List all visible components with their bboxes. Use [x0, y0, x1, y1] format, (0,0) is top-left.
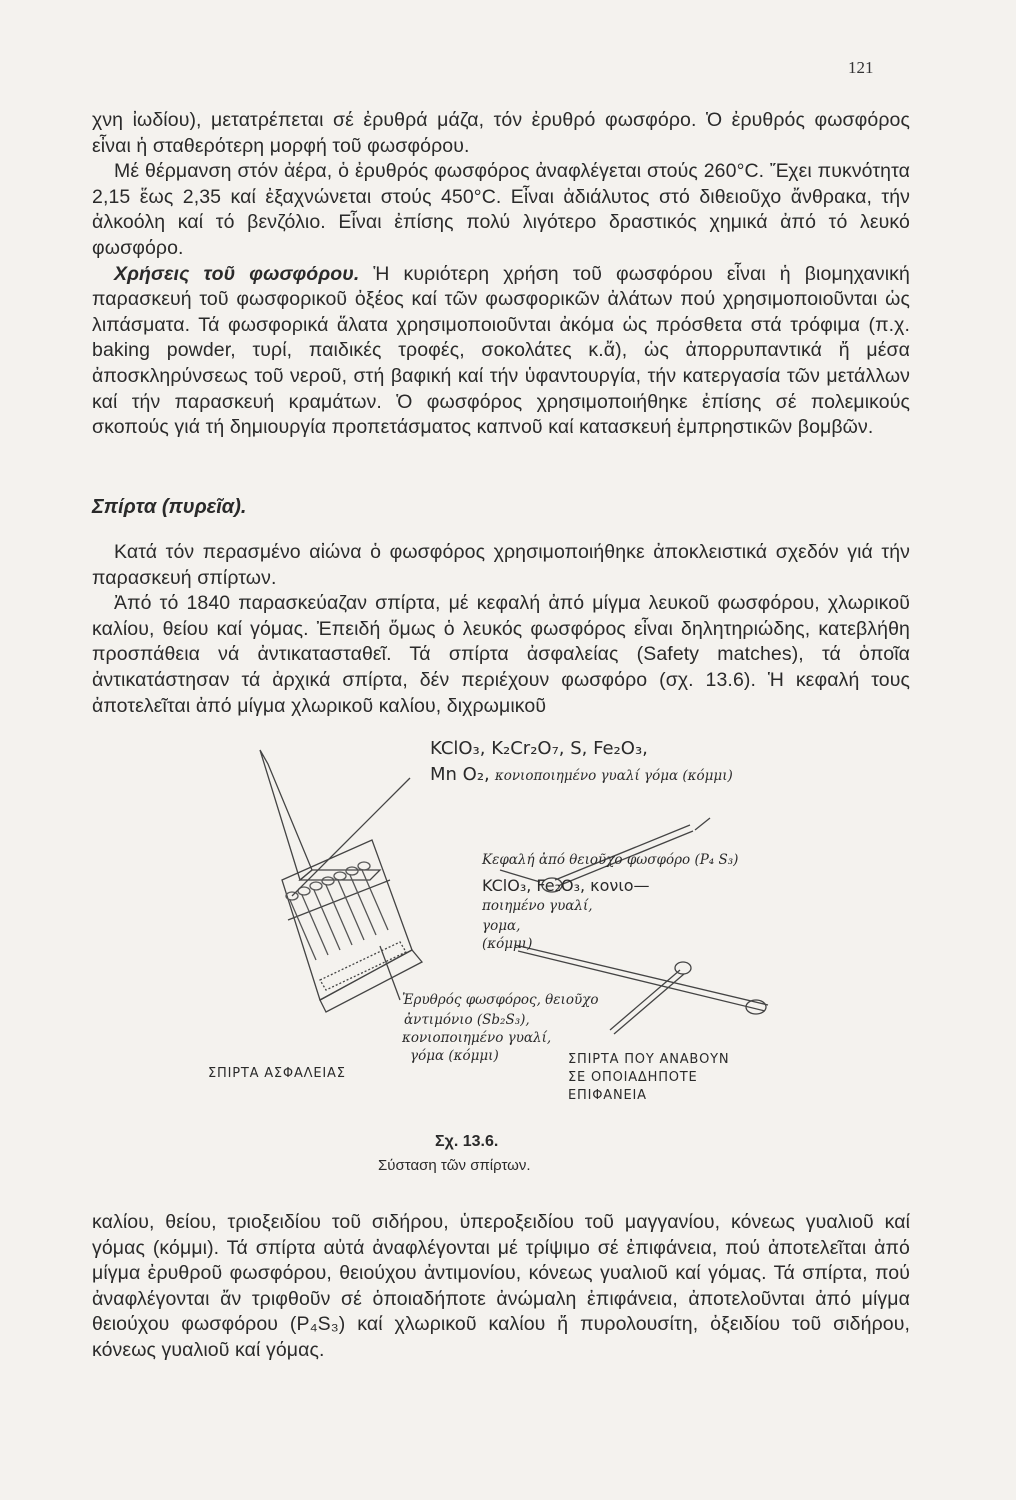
paragraph-1840: Ἀπό τό 1840 παρασκεύαζαν σπίρτα, μέ κεφαλή ἀπό μίγμα λευκοῦ φωσφόρου, χλωρικοῦ καλίου, θείου καί γόμας. Ἐπειδή ὅμως ὁ λευκός φωσφόρος εἶναι δηλητηριώδης, κατεβλήθη προσπάθεια νά ἀντικατασταθεῖ. Τά σπίρτα ἀσφαλείας (Safety matches), τά ὁποῖα ἀντικατάστησαν τά ἀρχικά σπίρτα, δέν περιέχουν φωσφόρο (σχ. 13.6). Ἡ κεφαλή τους ἀποτελεῖται ἀπό μίγμα χλωρικοῦ καλίου, διχρωμικοῦ	[92, 592, 910, 717]
strip-line4: γόμα (κόμμι)	[410, 1048, 499, 1064]
paragraph-red-phosphorus: χνη ἰωδίου), μετατρέπεται σέ ἐρυθρά μάζα, τόν ἐρυθρό φωσφόρο. Ὁ ἐρυθρός φωσφόρος εἶναι ἡ σταθερότερη μορφή τοῦ φωσφόρου.	[92, 109, 910, 157]
figure-matches	[150, 730, 770, 1180]
figure-caption-number: Σχ. 13.6.	[435, 1133, 499, 1150]
formula-line2-prefix: Mn O₂,	[430, 764, 490, 785]
strip-line3: κονιοποιημένο γυαλί,	[402, 1030, 552, 1046]
label-safety-matches: ΣΠΙΡΤΑ ΑΣΦΑΛΕΙΑΣ	[208, 1066, 346, 1081]
bottom-text	[92, 1210, 910, 1364]
label-any-surface-2: ΣΕ ΟΠΟΙΑΔΗΠΟΤΕ	[568, 1070, 698, 1085]
figure-caption-text: Σύσταση τῶν σπίρτων.	[378, 1157, 531, 1174]
page-number: 121	[848, 58, 874, 77]
head-line4: (κόμμι)	[482, 936, 533, 952]
matches-drawing	[150, 730, 770, 1180]
matchbook-cover	[260, 750, 312, 880]
head-line2: ποιημένο γυαλί,	[482, 898, 593, 914]
formula-line1: KClO₃, K₂Cr₂O₇, S, Fe₂O₃,	[430, 738, 648, 759]
paragraph-last-century: Κατά τόν περασμένο αἰώνα ὁ φωσφόρος χρησιμοποιήθηκε ἀποκλειστικά σχεδόν γιά τήν παρασκευή σπίρτων.	[92, 541, 910, 589]
matches-text	[92, 540, 910, 719]
paragraph-heating: Μέ θέρμανση στόν ἀέρα, ὁ ἐρυθρός φωσφόρος ἀναφλέγεται στούς 260°C. Ἔχει πυκνότητα 2,15 ἕως 2,35 καί ἐξαχνώνεται στούς 450°C. Εἶναι ἀδιάλυτος στό διθειοῦχο ἄνθρακα, τήν ἀλκοόλη καί τό βενζόλιο. Εἶναι ἐπίσης πολύ λιγότερο δραστικός χημικά ἀπό τό λευκό φωσφόρο.	[92, 160, 910, 259]
head-line3: γομα,	[482, 918, 521, 934]
strip-line2: ἀντιμόνιο (Sb₂S₃),	[404, 1012, 530, 1028]
uses-heading: Χρήσεις τοῦ φωσφόρου.	[114, 262, 360, 285]
formula-line2-note: κονιοποιημένο γυαλί γόμα (κόμμι)	[494, 768, 733, 784]
paragraph-bottom: καλίου, θείου, τριοξειδίου τοῦ σιδήρου, ὑπεροξειδίου τοῦ μαγγανίου, κόνεως γυαλιοῦ καί γόμας (κόμμι). Τά σπίρτα αὐτά ἀναφλέγονται μέ τρίψιμο σέ ἐπιφάνεια, πού ἀποτελεῖται ἀπό μίγμα ἐρυθροῦ φωσφόρου, θειούχου ἀντιμονίου, κόνεως γυαλιοῦ καί γόμας. Τά σπίρτα, πού ἀναφλέγονται ἄν τριφθοῦν σέ ὁποιαδήποτε ἀνώμαλη ἐπιφάνεια, ἀποτελοῦνται ἀπό μίγμα θειούχου φωσφόρου (P₄S₃) καί χλωρικοῦ καλίου ἤ πυρολουσίτη, ὀξειδίου τοῦ σιδήρου, κόνεως γυαλιοῦ καί γόμας.	[92, 1211, 910, 1361]
formula-line2	[430, 764, 733, 785]
paragraph-uses	[92, 262, 910, 441]
head-formula: KClO₃, Fe₂O₃, κονιο—	[482, 876, 650, 895]
matches-heading: Σπίρτα (πυρεῖα).	[92, 496, 247, 518]
top-text	[92, 108, 910, 441]
label-any-surface-1: ΣΠΙΡΤΑ ΠΟΥ ΑΝΑΒΟΥΝ	[568, 1052, 730, 1067]
head-label: Κεφαλή ἀπό θειοῦχο φωσφόρο (P₄ S₃)	[482, 852, 739, 868]
uses-text: Ἡ κυριότερη χρήση τοῦ φωσφόρου εἶναι ἡ βιομηχανική παρασκευή τοῦ φωσφορικοῦ ὀξέος καί τῶν φωσφορικῶν ἀλάτων πού χρησιμοποιοῦνται ὡς λιπάσματα. Τά φωσφορικά ἅλατα χρησιμοποιοῦνται ἀκόμα ὡς πρόσθετα στά τρόφιμα (π.χ. baking powder, τυρί, παιδικές τροφές, σοκολάτες κ.ἄ), ὡς ἀπορρυπαντικά ἤ μέσα ἀποσκληρύνσεως τοῦ νεροῦ, στή βαφική καί τήν ὑφαντουργία, τήν κατεργασία τῶν μετάλλων καί τήν παρασκευή κραμάτων. Ὁ φωσφόρος χρησιμοποιήθηκε ἐπίσης σέ πολεμικούς σκοπούς γιά τή δημιουργία προπετάσματος καπνοῦ καί κατασκευή ἐμπρηστικῶν βομβῶν.	[92, 262, 910, 439]
strip-line1: Ἐρυθρός φωσφόρος, θειοῦχο	[402, 992, 599, 1008]
label-any-surface-3: ΕΠΙΦΑΝΕΙΑ	[568, 1088, 647, 1103]
matchbook-body	[282, 840, 412, 1000]
